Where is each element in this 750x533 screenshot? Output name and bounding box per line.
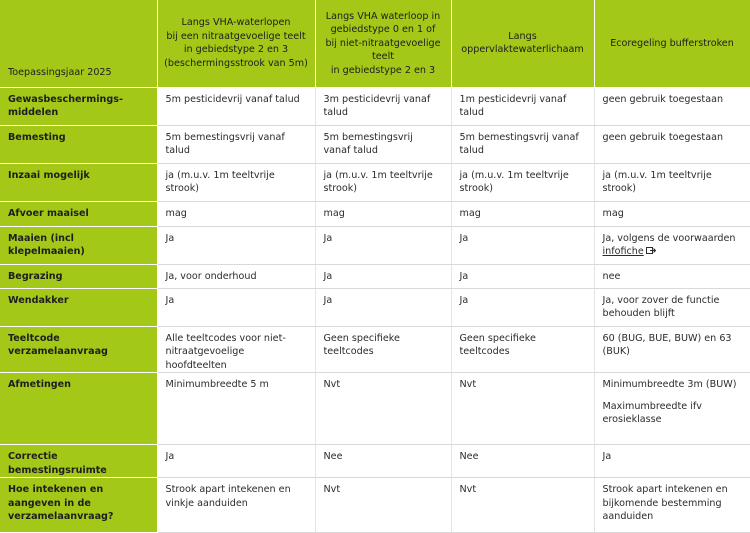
table-cell: mag — [157, 201, 315, 226]
table-cell: mag — [451, 201, 594, 226]
table-cell: geen gebruik toegestaan — [594, 87, 750, 125]
table-cell: 1m pesticidevrij vanaf talud — [451, 87, 594, 125]
table-cell: Minimumbreedte 5 m — [157, 373, 315, 445]
table-row — [0, 478, 750, 533]
table-row — [0, 445, 750, 478]
row-header: Bemesting — [0, 125, 157, 163]
table-cell: mag — [594, 201, 750, 226]
row-header: Afmetingen — [0, 373, 157, 445]
table-row — [0, 87, 750, 125]
row-header: Inzaai mogelijk — [0, 163, 157, 201]
column-header-nitrate-sensitive — [157, 0, 315, 87]
infofiche-link-label: infofiche — [602, 246, 644, 257]
table-row — [0, 264, 750, 288]
table-cell: ja (m.u.v. 1m teeltvrije strook) — [315, 163, 451, 201]
table-row — [0, 201, 750, 226]
table-cell: 5m bemestingsvrij vanaf talud — [157, 125, 315, 163]
table-cell — [594, 373, 750, 445]
external-link-icon — [646, 246, 656, 260]
table-cell: 60 (BUG, BUE, BUW) en 63 (BUK) — [594, 326, 750, 373]
column-header-label: Ecoregeling bufferstroken — [610, 37, 734, 49]
infofiche-link[interactable] — [603, 246, 656, 257]
table-cell: ja (m.u.v. 1m teeltvrije strook) — [157, 163, 315, 201]
table-cell: ja (m.u.v. 1m teeltvrije strook) — [594, 163, 750, 201]
table-cell: Nvt — [451, 478, 594, 533]
row-header: Wendakker — [0, 288, 157, 326]
table-cell: Geen specifieke teeltcodes — [315, 326, 451, 373]
row-header: Afvoer maaisel — [0, 201, 157, 226]
table-cell: Nee — [315, 445, 451, 478]
column-header-ecoregeling — [594, 0, 750, 87]
row-header: Maaien (incl klepelmaaien) — [0, 226, 157, 264]
table-cell: Nee — [451, 445, 594, 478]
table-row — [0, 326, 750, 373]
table-cell: Geen specifieke teeltcodes — [451, 326, 594, 373]
column-header-vha-non-nitrate — [315, 0, 451, 87]
table-cell: Ja — [315, 264, 451, 288]
table-cell: Strook apart intekenen en vinkje aanduiden — [157, 478, 315, 533]
table-cell: Nvt — [315, 373, 451, 445]
table-row — [0, 125, 750, 163]
table-row — [0, 226, 750, 264]
table-row — [0, 373, 750, 445]
table-cell: 5m pesticidevrij vanaf talud — [157, 87, 315, 125]
table-cell: Nvt — [451, 373, 594, 445]
header-corner: Toepassingsjaar 2025 — [0, 0, 157, 87]
table-row — [0, 163, 750, 201]
row-header: Gewasbeschermings-middelen — [0, 87, 157, 125]
table-row — [0, 288, 750, 326]
table-cell: Alle teeltcodes voor niet-nitraatgevoelige hoofdteelten — [157, 326, 315, 373]
table-cell: Ja — [315, 226, 451, 264]
column-header-surface-water — [451, 0, 594, 87]
column-header-label: Langs oppervlaktewaterlichaam — [461, 30, 584, 56]
table-cell: ja (m.u.v. 1m teeltvrije strook) — [451, 163, 594, 201]
column-header-label: Langs VHA waterloop in gebiedstype 0 en 1 of bij niet-nitraatgevoelige teelt in gebiedstype 2 en 3 — [325, 10, 441, 76]
row-header: Correctie bemestingsruimte — [0, 445, 157, 478]
row-header: Hoe intekenen en aangeven in de verzamelaanvraag? — [0, 478, 157, 533]
table-cell: mag — [315, 201, 451, 226]
table-cell: Ja — [451, 226, 594, 264]
column-header-label: Langs VHA-waterlopen bij een nitraatgevoelige teelt in gebiedstype 2 en 3 (beschermingsstrook van 5m) — [164, 17, 308, 69]
table-cell: nee — [594, 264, 750, 288]
row-header: Begrazing — [0, 264, 157, 288]
table-cell: 3m pesticidevrij vanaf talud — [315, 87, 451, 125]
cell-note: Maximumbreedte ifv erosieklasse — [602, 400, 702, 425]
table-cell — [594, 226, 750, 264]
table-cell: Ja, voor onderhoud — [157, 264, 315, 288]
table-cell: Ja — [157, 445, 315, 478]
cell-text: Ja, volgens de voorwaarden — [602, 232, 736, 244]
table-cell: 5m bemestingsvrij vanaf talud — [451, 125, 594, 163]
table-cell: Ja — [451, 264, 594, 288]
table-cell: Ja — [594, 445, 750, 478]
table-cell: Ja — [315, 288, 451, 326]
table-cell: 5m bemestingsvrij vanaf talud — [315, 125, 451, 163]
table-cell: Ja — [157, 288, 315, 326]
table-cell: Ja — [451, 288, 594, 326]
row-header: Teeltcode verzamelaanvraag — [0, 326, 157, 373]
table-cell: geen gebruik toegestaan — [594, 125, 750, 163]
table-cell: Ja, voor zover de functie behouden blijft — [594, 288, 750, 326]
table-cell: Ja — [157, 226, 315, 264]
cell-text: Minimumbreedte 3m (BUW) — [602, 379, 737, 390]
table-cell: Strook apart intekenen en bijkomende bestemming aanduiden — [594, 478, 750, 533]
table-cell: Nvt — [315, 478, 451, 533]
